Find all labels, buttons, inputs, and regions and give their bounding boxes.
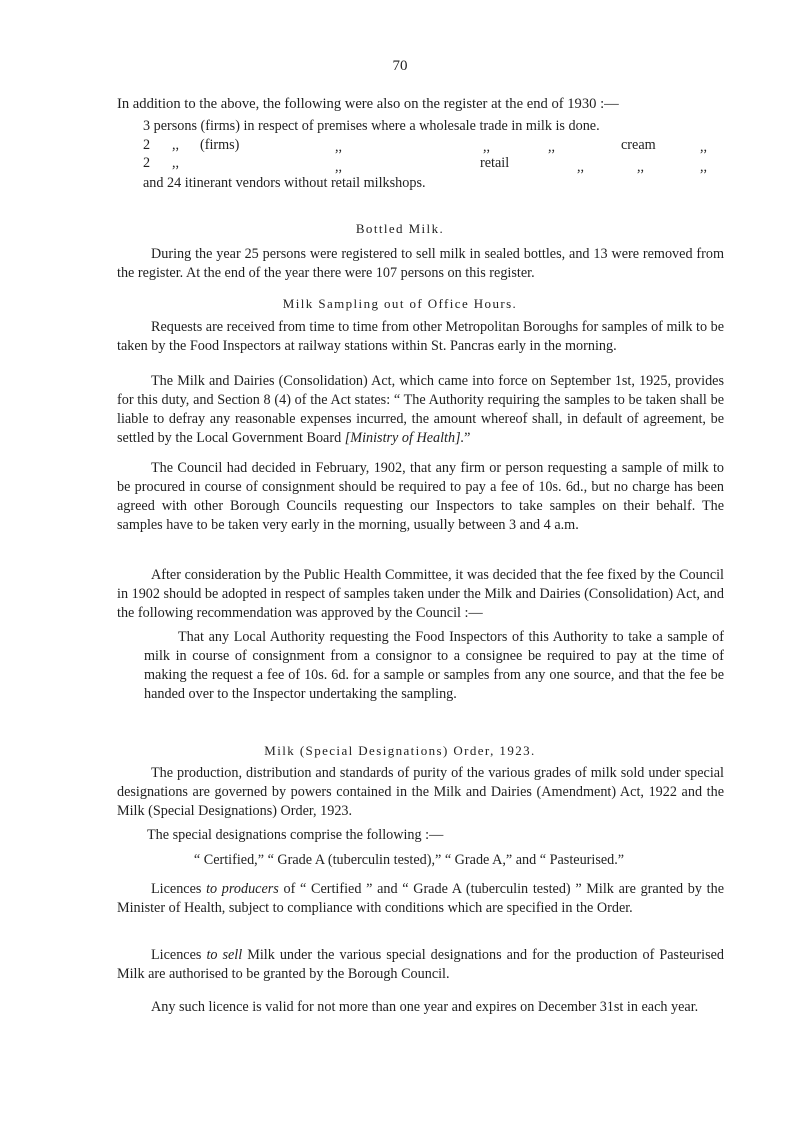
row-trade-word: cream — [621, 137, 656, 153]
special-paragraph-1: The production, distribution and standards of purity of the various grades of milk sold under special designations are governed by powers contained in the Milk and Dairies (Amendment) Act, 1922 and the Milk (Special Designations) Order, 1923. — [117, 765, 724, 819]
sampling-paragraph-3: The Council had decided in February, 1902, that any firm or person requesting a sample of milk to be procured in course of consignment should be required to pay a fee of 10s. 6d., but no charge has been agreed with other Borough Councils requesting our Inspectors to take samples on their behalf. The samples have to be taken very early in the morning, usually between 3 and 4 a.m. — [117, 460, 724, 533]
section-heading: Bottled Milk. — [355, 221, 445, 236]
sampling-paragraph-2: The Milk and Dairies (Consolidation) Act, which came into force on September 1st, 1925, provides for this duty, and Section 8 (4) of the Act states: “ The Authority requiring the samples to be taken shall be liable to defray any reasonable expenses incurred, the amount whereof shall, in default of agreement, be settled by the Local Government Board [Ministry of Health].” — [117, 373, 724, 446]
ditto-mark: ,, — [548, 139, 556, 155]
sell-emphasis: to sell — [206, 947, 243, 963]
designations-list: “ Certified,” “ Grade A (tuberculin tested),” “ Grade A,” and “ Pasteurised.” — [193, 852, 625, 868]
ditto-mark: ,, — [700, 159, 708, 175]
producers-emphasis: to producers — [206, 881, 279, 897]
special-paragraph-2: The special designations comprise the following :— — [147, 827, 444, 843]
register-row-wholesale: 3 persons (firms) in respect of premises where a wholesale trade in milk is done. — [143, 118, 600, 134]
special-paragraph-4: Licences to sell Milk under the various special designations and for the production of Pasteurised Milk are authorised to be granted by the Borough Council. — [117, 947, 724, 982]
register-intro: In addition to the above, the following were also on the register at the end of 1930 :— — [117, 96, 619, 112]
ditto-mark: ,, — [483, 139, 491, 155]
row-trade-word: retail — [480, 155, 510, 171]
sampling-paragraph-4: After consideration by the Public Health Committee, it was decided that the fee fixed by the Council in 1902 should be adopted in respect of samples taken under the Milk and Dairies (Consolidation) Act, and the following recommendation was approved by the Council :— — [117, 567, 724, 621]
row-count: 2 — [143, 155, 151, 171]
ditto-mark: ,, — [577, 159, 585, 175]
statute-text: The Milk and Dairies (Consolidation) Act, which came into force on September 1st, 1925, provides for this duty, and Section 8 (4) of the Act states: “ The Authority requiring the samples to be taken shall be liable to defray any reasonable expenses incurred, the amount whereof shall, in default of agreement, be settled by the Local Government Board — [117, 373, 724, 446]
section-heading: Milk Sampling out of Office Hours. — [282, 296, 518, 311]
sampling-paragraph-1: Requests are received from time to time from other Metropolitan Boroughs for samples of milk to be taken by the Food Inspectors at railway stations within St. Pancras early in the morning. — [117, 319, 724, 354]
page-number: 70 — [392, 58, 408, 74]
row-firms: (firms) — [200, 137, 240, 153]
ditto-mark: ,, — [335, 139, 343, 155]
register-row-itinerant: and 24 itinerant vendors without retail milkshops. — [143, 175, 426, 191]
ministry-reference: [Ministry of Health]. — [344, 430, 465, 446]
ditto-mark: ,, — [700, 139, 708, 155]
ditto-mark: ,, — [335, 159, 343, 175]
ditto-mark: ,, — [172, 155, 180, 171]
row-count: 2 — [143, 137, 151, 153]
council-recommendation: That any Local Authority requesting the Food Inspectors of this Authority to take a sample of milk in course of consignment from a consignor to a consignee be required to pay at the time of making the request a fee of 10s. 6d. for a sample or samples from any one source, and that the fee be handed over to the Inspector undertaking the sampling. — [144, 629, 724, 702]
section-heading: Milk (Special Designations) Order, 1923. — [264, 743, 536, 758]
special-paragraph-3: Licences to producers of “ Certified ” and “ Grade A (tuberculin tested) ” Milk are granted by the Minister of Health, subject to compliance with conditions which are specified in the Order. — [117, 881, 724, 916]
bottled-paragraph: During the year 25 persons were registered to sell milk in sealed bottles, and 13 were removed from the register. At the end of the year there were 107 persons on this register. — [117, 246, 724, 281]
special-paragraph-5: Any such licence is valid for not more than one year and expires on December 31st in each year. — [151, 999, 699, 1015]
ditto-mark: ,, — [637, 159, 645, 175]
ditto-mark: ,, — [172, 137, 180, 153]
